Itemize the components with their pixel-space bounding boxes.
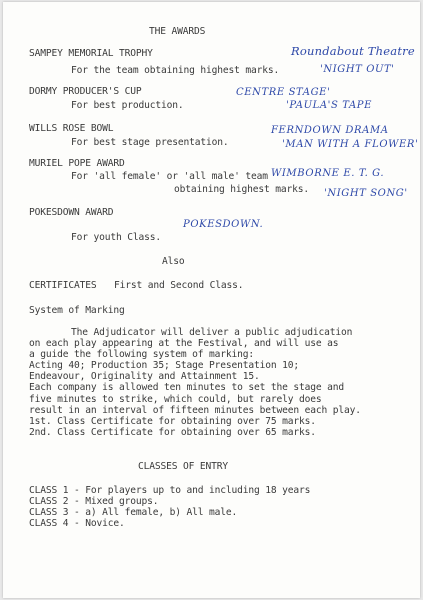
handwritten-note: Roundabout Theatre <box>291 44 415 58</box>
marking-line: result in an interval of fifteen minutes between each play. <box>29 404 361 416</box>
award-name: POKESDOWN AWARD <box>29 207 114 218</box>
marking-line: The Adjudicator will deliver a public adjudication <box>71 327 353 338</box>
marking-line: five minutes to strike, which could, but rarely does <box>29 393 322 405</box>
handwritten-note: FERNDOWN DRAMA <box>271 125 389 136</box>
marking-paragraph <box>29 327 361 438</box>
handwritten-note: POKESDOWN. <box>183 219 264 230</box>
marking-line: Endeavour, Originality and Attainment 15. <box>29 371 260 383</box>
award-name: SAMPEY MEMORIAL TROPHY <box>29 48 153 59</box>
award-description: For 'all female' or 'all male' team <box>71 171 268 182</box>
class-item: CLASS 1 - For players up to and including 18 years <box>29 485 311 496</box>
also-text: Also <box>162 256 185 267</box>
marking-line: 2nd. Class Certificate for obtaining over 65 marks. <box>29 426 316 438</box>
document-page <box>3 2 420 598</box>
handwritten-note: 'NIGHT OUT' <box>320 64 395 75</box>
handwritten-note: 'MAN WITH A FLOWER' <box>282 139 419 150</box>
marking-line: 1st. Class Certificate for obtaining over 75 marks. <box>29 415 316 427</box>
certificates-text: First and Second Class. <box>114 280 244 291</box>
award-description: For youth Class. <box>71 232 162 243</box>
award-description: For the team obtaining highest marks. <box>71 65 280 76</box>
handwritten-note: 'PAULA'S TAPE <box>286 100 373 111</box>
handwritten-note: 'NIGHT SONG' <box>324 188 408 199</box>
award-description: obtaining highest marks. <box>174 184 310 195</box>
award-description: For best production. <box>71 100 184 111</box>
award-name: MURIEL POPE AWARD <box>29 158 125 169</box>
class-item: CLASS 3 - a) All female, b) All male. <box>29 507 238 519</box>
marking-line: on each play appearing at the Festival, and will use as <box>29 338 339 350</box>
handwritten-note: WIMBORNE E. T. G. <box>271 168 385 179</box>
class-item: CLASS 2 - Mixed groups. <box>29 496 159 508</box>
award-name: DORMY PRODUCER'S CUP <box>29 86 142 97</box>
award-description: For best stage presentation. <box>71 137 229 148</box>
marking-line: Each company is allowed ten minutes to set the stage and <box>29 382 345 394</box>
handwritten-note: CENTRE STAGE' <box>236 87 331 98</box>
page-heading: THE AWARDS <box>149 26 206 37</box>
award-name: WILLS ROSE BOWL <box>29 123 114 134</box>
classes-title: CLASSES OF ENTRY <box>138 461 229 472</box>
class-item: CLASS 4 - Novice. <box>29 518 125 530</box>
certificates-label: CERTIFICATES <box>29 280 97 291</box>
marking-title: System of Marking <box>29 305 125 316</box>
marking-line: Acting 40; Production 35; Stage Presentation 10; <box>29 360 300 372</box>
marking-line: a guide the following system of marking: <box>29 349 255 361</box>
classes-list <box>29 485 310 529</box>
